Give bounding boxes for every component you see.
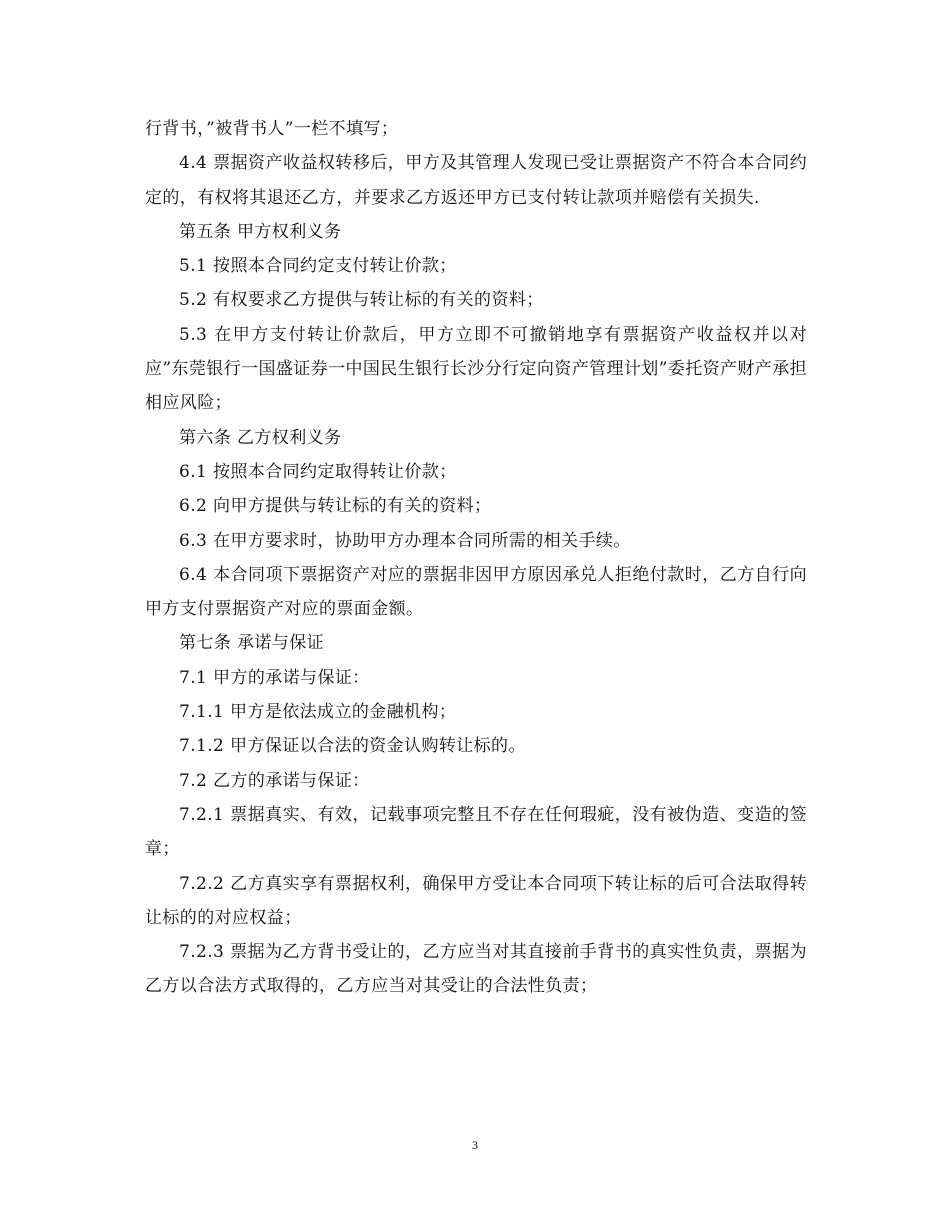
clause-7-2: 7.2 乙方的承诺与保证： xyxy=(179,770,370,791)
clause-7-2-1: 7.2.1 票据真实、有效，记载事项完整且不存在任何瑕疵，没有被伪造、变造的签章； xyxy=(145,804,807,860)
clause-5-2: 5.2 有权要求乙方提供与转让标的有关的资料； xyxy=(179,290,544,311)
clause-5-1: 5.1 按照本合同约定支付转让价款； xyxy=(179,256,457,277)
clause-6-3: 6.3 在甲方要求时，协助甲方办理本合同所需的相关手续。 xyxy=(179,530,631,551)
clause-5-3: 5.3 在甲方支付转让价款后，甲方立即不可撤销地享有票据资产收益权并以对应”东莞银行一国盛证券一中国民生银行长沙分行定向资产管理计划”委托资产财产承担相应风险； xyxy=(145,324,807,414)
article-5-heading: 第五条 甲方权利义务 xyxy=(179,221,342,242)
clause-6-1: 6.1 按照本合同约定取得转让价款； xyxy=(179,461,457,482)
page-number: 3 xyxy=(472,1138,478,1152)
article-7-heading: 第七条 承诺与保证 xyxy=(179,633,325,654)
clause-7-1-1: 7.1.1 甲方是依法成立的金融机构； xyxy=(179,702,457,723)
clause-7-1-2: 7.1.2 甲方保证以合法的资金认购转让标的。 xyxy=(179,736,526,757)
clause-7-2-3: 7.2.3 票据为乙方背书受让的，乙方应当对其直接前手背书的真实性负责，票据为乙方以合法方式取得的，乙方应当对其受让的合法性负责； xyxy=(145,942,807,997)
clause-7-1: 7.1 甲方的承诺与保证： xyxy=(179,667,370,688)
clause-6-2: 6.2 向甲方提供与转让标的有关的资料； xyxy=(179,496,492,517)
clause-6-4: 6.4 本合同项下票据资产对应的票据非因甲方原因承兑人拒绝付款时，乙方自行向甲方支付票据资产对应的票面金额。 xyxy=(145,564,807,620)
document-body xyxy=(145,112,807,1004)
clause-7-2-2: 7.2.2 乙方真实享有票据权利，确保甲方受让本合同项下转让标的后可合法取得转让标的的对应权益； xyxy=(145,873,807,928)
paragraph-continuation: 行背书，”被背书人”一栏不填写； xyxy=(145,119,399,139)
clause-4-4: 4.4 票据资产收益权转移后，甲方及其管理人发现已受让票据资产不符合本合同约定的，有权将其退还乙方，并要求乙方返还甲方已支付转让款项并赔偿有关损失. xyxy=(145,153,807,208)
article-6-heading: 第六条 乙方权利义务 xyxy=(179,427,342,448)
